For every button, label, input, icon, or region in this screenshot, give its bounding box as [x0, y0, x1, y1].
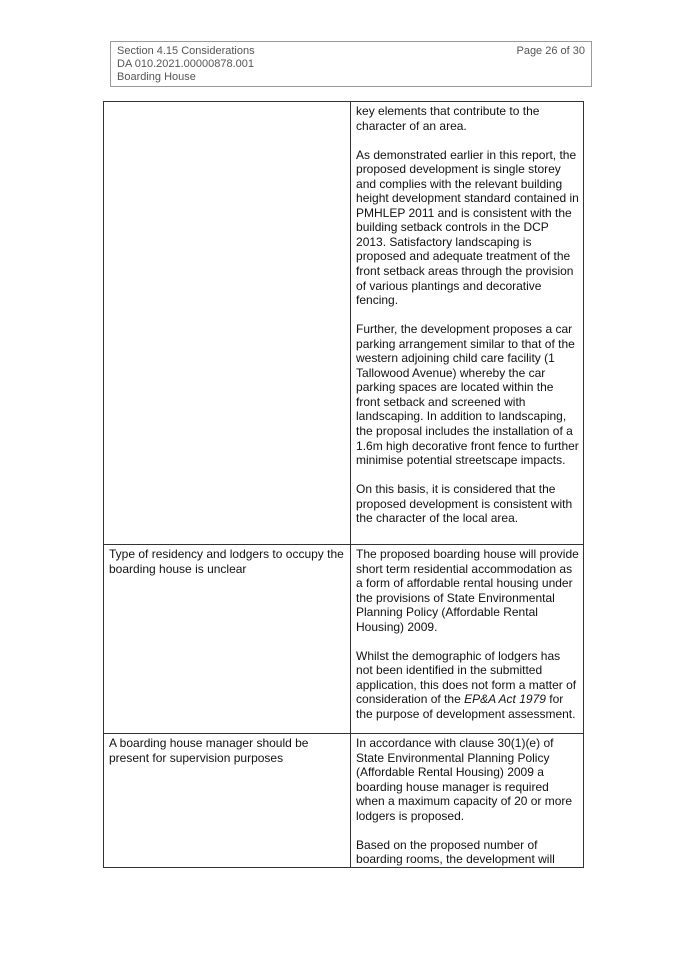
response-paragraph: The proposed boarding house will provide short term residential accommodation as a form of affordable rental housing under the provisions of State Environmental Planning Policy (Affordable Rental Housing) 2009.: [356, 547, 579, 634]
issue-cell: A boarding house manager should be present for supervision purposes: [104, 734, 351, 868]
response-cell: [351, 102, 584, 545]
page-header: [110, 41, 592, 87]
table-row: [104, 545, 584, 734]
considerations-table: [103, 101, 584, 868]
response-text: for the purpose of development assessment.: [356, 692, 576, 722]
response-paragraph: Further, the development proposes a car parking arrangement similar to that of the western adjoining child care facility (1 Tallowood Avenue) whereby the car parking spaces are located within the front setback and screened with landscaping. In addition to landscaping, the proposal includes the installation of a 1.6m high decorative front fence to further minimise potential streetscape impacts.: [356, 322, 579, 468]
issue-cell: Type of residency and lodgers to occupy the boarding house is unclear: [104, 545, 351, 734]
header-section: Section 4.15 Considerations: [117, 45, 255, 57]
response-cell: [351, 734, 584, 868]
table-row: [104, 102, 584, 545]
header-details: [117, 45, 255, 85]
page-number: Page 26 of 30: [516, 45, 585, 57]
response-paragraph: [356, 649, 579, 722]
response-paragraph: key elements that contribute to the character of an area.: [356, 104, 540, 133]
header-da-number: DA 010.2021.00000878.001: [117, 58, 255, 71]
response-paragraph: Based on the proposed number of boarding rooms, the development will: [356, 837, 555, 867]
header-subject: Boarding House: [117, 71, 196, 84]
table-row: [104, 734, 584, 868]
response-paragraph: As demonstrated earlier in this report, the proposed development is single storey and complies with the relevant building height development standard contained in PMHLEP 2011 and is consistent with the building setback controls in the DCP 2013. Satisfactory landscaping is proposed and adequate treatment of the front setback areas through the provision of various plantings and decorative fencing.: [356, 147, 579, 308]
response-cell: [351, 545, 584, 734]
response-paragraph: In accordance with clause 30(1)(e) of State Environmental Planning Policy (Affordable Rental Housing) 2009 a boarding house manager is required when a maximum capacity of 20 or more lodgers is proposed.: [356, 736, 573, 823]
response-paragraph: On this basis, it is considered that the proposed development is consistent with the character of the local area.: [356, 482, 573, 526]
response-text: Whilst the demographic of lodgers has not been identified in the submitted application, this does not form a matter of consideration of the: [356, 648, 577, 707]
issue-cell: [104, 102, 351, 545]
act-reference: EP&A Act 1979: [464, 692, 546, 707]
